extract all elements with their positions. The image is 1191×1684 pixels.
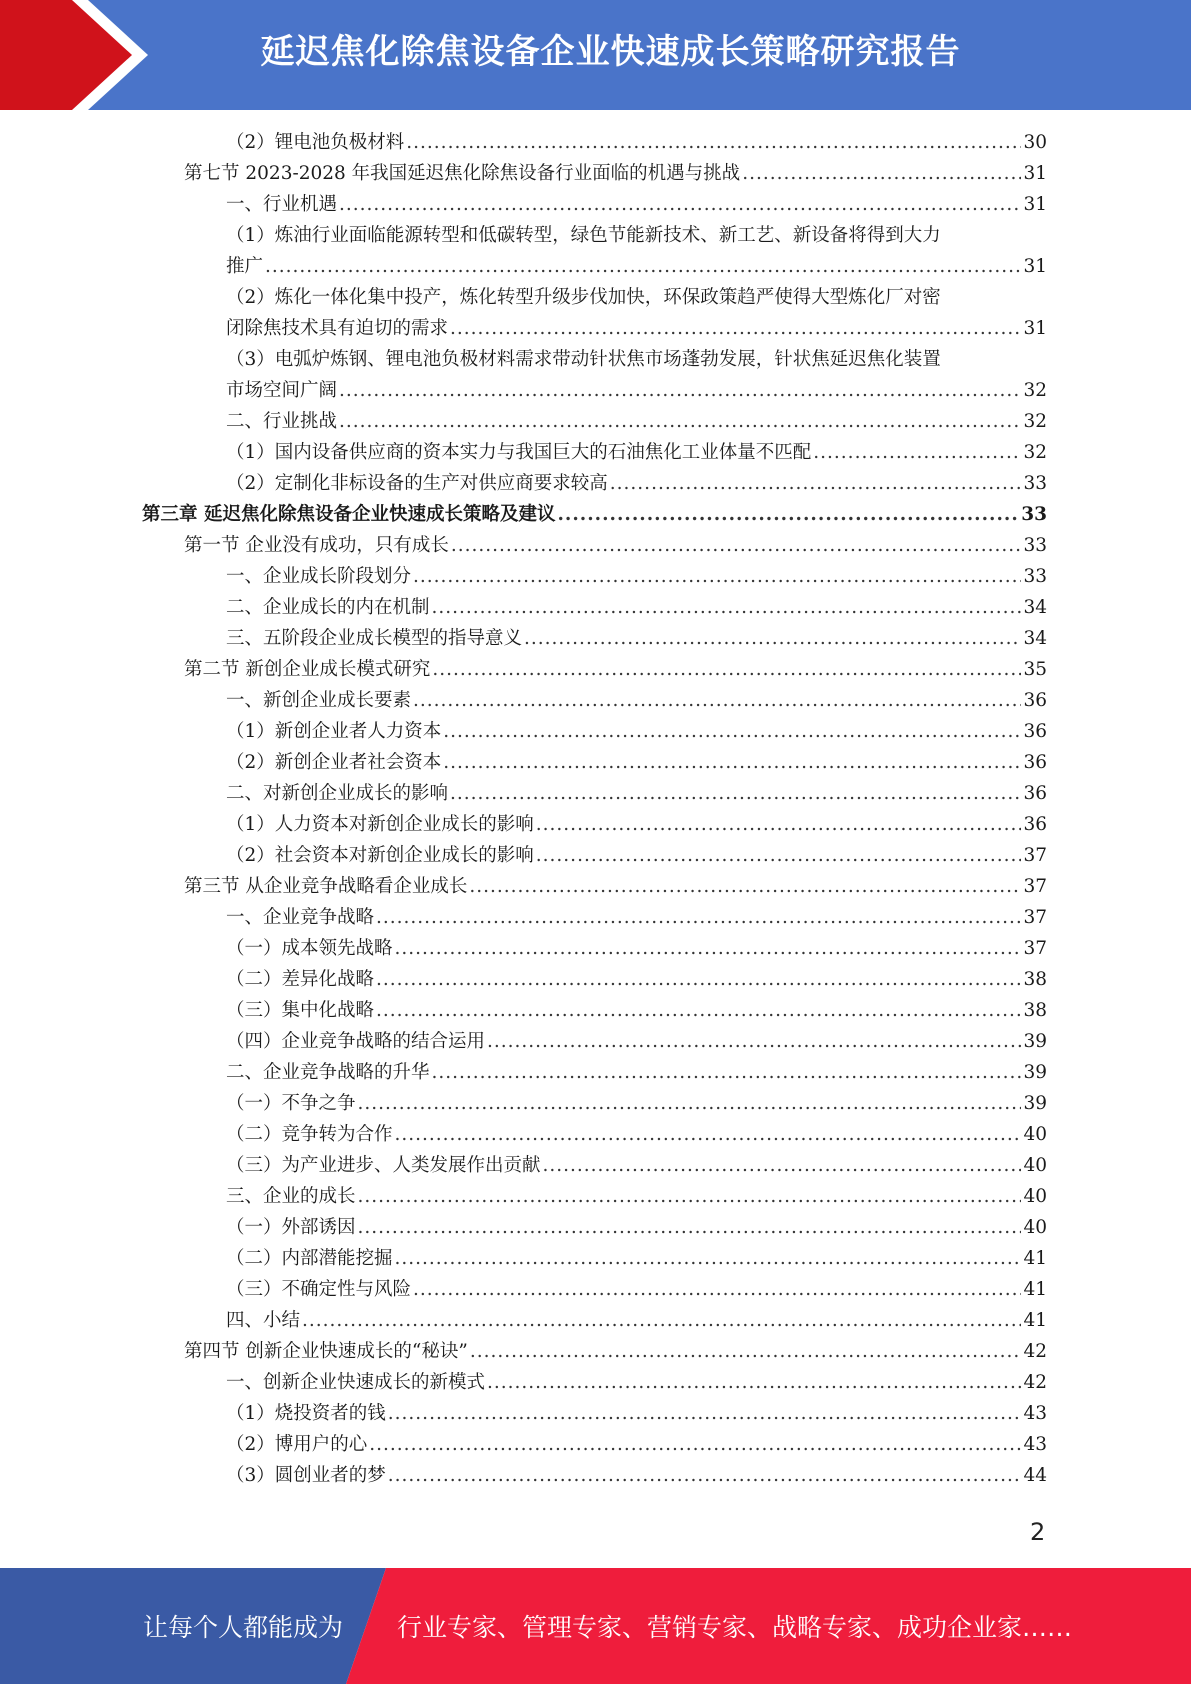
toc-entry-text: （四）企业竞争战略的结合运用 (226, 1031, 486, 1052)
toc-entry-text: （1）烧投资者的钱 (226, 1403, 386, 1424)
toc-leader-dots (557, 499, 1019, 530)
document-title: 延迟焦化除焦设备企业快速成长策略研究报告 (260, 32, 961, 72)
toc-entry[interactable] (226, 1088, 1047, 1119)
toc-page-number: 36 (1023, 783, 1047, 804)
toc-entry-text: （三）集中化战略 (226, 1000, 375, 1021)
footer-slogan-right: 行业专家、管理专家、营销专家、战略专家、成功企业家…… (397, 1613, 1073, 1642)
toc-page-number: 40 (1023, 1217, 1047, 1238)
toc-entry[interactable] (226, 1305, 1047, 1336)
toc-leader-dots (395, 1243, 1022, 1274)
toc-entry[interactable] (226, 1181, 1047, 1212)
toc-entry-text: 四、小结 (226, 1310, 301, 1331)
toc-entry-text: （二）差异化战略 (226, 969, 375, 990)
toc-entry[interactable] (226, 127, 1047, 158)
toc-page-number: 43 (1023, 1434, 1047, 1455)
toc-entry[interactable] (184, 158, 1047, 189)
toc-leader-dots (358, 1088, 1022, 1119)
toc-page-number: 41 (1023, 1310, 1047, 1331)
toc-entry[interactable] (226, 933, 1047, 964)
toc-leader-dots (470, 1336, 1022, 1367)
toc-leader-dots (443, 747, 1021, 778)
toc-leader-dots (543, 1150, 1022, 1181)
footer-banner (0, 1568, 1191, 1684)
toc-entry[interactable] (226, 561, 1047, 592)
toc-page-number: 43 (1023, 1403, 1047, 1424)
toc-page-number: 34 (1023, 628, 1047, 649)
toc-entry[interactable] (226, 902, 1047, 933)
toc-entry[interactable] (226, 437, 1047, 468)
toc-page-number: 36 (1023, 752, 1047, 773)
toc-entry-text: 二、行业挑战 (226, 411, 338, 432)
toc-page-number: 44 (1023, 1465, 1047, 1486)
toc-entry[interactable] (226, 840, 1047, 871)
toc-entry-text: （2）新创企业者社会资本 (226, 752, 442, 773)
toc-entry-text: 第三章 延迟焦化除焦设备企业快速成长策略及建议 (142, 504, 556, 525)
toc-page-number: 37 (1023, 845, 1047, 866)
toc-entry[interactable] (226, 468, 1047, 499)
toc-entry-text: （二）内部潜能挖掘 (226, 1248, 393, 1269)
toc-leader-dots (813, 437, 1021, 468)
toc-entry[interactable] (226, 344, 1047, 406)
toc-entry[interactable] (184, 1336, 1047, 1367)
toc-entry[interactable] (226, 778, 1047, 809)
toc-page-number: 37 (1023, 907, 1047, 928)
toc-page-number: 40 (1023, 1155, 1047, 1176)
toc-leader-dots (450, 313, 1021, 344)
toc-leader-dots (369, 1429, 1021, 1460)
toc-page-number: 32 (1023, 442, 1047, 463)
toc-entry-text: 二、企业竞争战略的升华 (226, 1062, 430, 1083)
toc-entry-text: 三、五阶段企业成长模型的指导意义 (226, 628, 523, 649)
toc-entry[interactable] (184, 530, 1047, 561)
toc-page-number: 32 (1023, 411, 1047, 432)
toc-entry-text: （三）为产业进步、人类发展作出贡献 (226, 1155, 541, 1176)
toc-page-number: 33 (1023, 566, 1047, 587)
toc-entry-text: 第三节 从企业竞争战略看企业成长 (184, 876, 468, 897)
toc-page-number: 33 (1023, 535, 1047, 556)
toc-page-number: 35 (1023, 659, 1047, 680)
toc-page-number: 40 (1023, 1186, 1047, 1207)
toc-leader-dots (610, 468, 1022, 499)
toc-leader-dots (406, 127, 1021, 158)
toc-entry[interactable] (226, 809, 1047, 840)
footer-slogan-left: 让每个人都能成为 (143, 1613, 344, 1642)
toc-entry-text: （一）不争之争 (226, 1093, 356, 1114)
toc-entry-text: 第四节 创新企业快速成长的“秘诀” (184, 1341, 468, 1362)
toc-entry[interactable] (226, 1274, 1047, 1305)
toc-leader-dots (413, 1274, 1021, 1305)
toc-leader-dots (339, 406, 1021, 437)
toc-entry[interactable] (226, 189, 1047, 220)
toc-entry-text: （1）新创企业者人力资本 (226, 721, 442, 742)
toc-leader-dots (339, 189, 1021, 220)
toc-entry[interactable] (226, 406, 1047, 437)
toc-leader-dots (358, 1212, 1022, 1243)
toc-entry-text: （二）竞争转为合作 (226, 1124, 393, 1145)
toc-leader-dots (487, 1367, 1021, 1398)
toc-entry-text: （3）电弧炉炼钢、锂电池负极材料需求带动针状焦市场蓬勃发展，针状焦延迟焦化装置 (226, 349, 941, 370)
toc-entry-text: 第一节 企业没有成功，只有成长 (184, 535, 449, 556)
toc-leader-dots (358, 1181, 1022, 1212)
toc-leader-dots (536, 809, 1022, 840)
toc-leader-dots (388, 1398, 1022, 1429)
toc-entry[interactable] (142, 499, 1047, 530)
toc-entry-text: 第七节 2023-2028 年我国延迟焦化除焦设备行业面临的机遇与挑战 (184, 163, 741, 184)
toc-entry-text: （3）圆创业者的梦 (226, 1465, 386, 1486)
toc-leader-dots (487, 1026, 1021, 1057)
toc-leader-dots (450, 778, 1021, 809)
toc-leader-dots (536, 840, 1022, 871)
toc-entry-text: 第二节 新创企业成长模式研究 (184, 659, 431, 680)
toc-entry-text: （1）人力资本对新创企业成长的影响 (226, 814, 534, 835)
toc-entry-text: （2）博用户的心 (226, 1434, 368, 1455)
toc-leader-dots (376, 902, 1021, 933)
toc-page-number: 39 (1023, 1062, 1047, 1083)
toc-entry[interactable] (226, 220, 1047, 282)
toc-entry[interactable] (226, 1243, 1047, 1274)
toc-page-number: 33 (1021, 504, 1047, 525)
toc-entry-text: （2）社会资本对新创企业成长的影响 (226, 845, 534, 866)
toc-page-number: 30 (1023, 132, 1047, 153)
toc-entry[interactable] (184, 871, 1047, 902)
toc-page-number: 31 (1023, 194, 1047, 215)
toc-leader-dots (376, 964, 1021, 995)
toc-page-number: 41 (1023, 1248, 1047, 1269)
toc-page-number: 32 (1023, 380, 1047, 401)
toc-entry[interactable] (226, 1026, 1047, 1057)
toc-entry[interactable] (226, 1212, 1047, 1243)
toc-entry-text: 二、企业成长的内在机制 (226, 597, 430, 618)
toc-entry[interactable] (226, 623, 1047, 654)
toc-entry-text: 一、创新企业快速成长的新模式 (226, 1372, 486, 1393)
toc-entry-text: 一、企业竞争战略 (226, 907, 375, 928)
toc-entry[interactable] (226, 1429, 1047, 1460)
toc-page-number: 42 (1023, 1372, 1047, 1393)
toc-leader-dots (395, 933, 1022, 964)
toc-leader-dots (469, 871, 1021, 902)
toc-leader-dots (413, 561, 1021, 592)
toc-leader-dots (443, 716, 1021, 747)
toc-entry-text: 三、企业的成长 (226, 1186, 356, 1207)
toc-entry-text: （1）炼油行业面临能源转型和低碳转型，绿色节能新技术、新工艺、新设备将得到大力 (226, 225, 941, 246)
toc-leader-dots (413, 685, 1021, 716)
toc-page-number: 31 (1023, 256, 1047, 277)
toc-entry-text: （2）锂电池负极材料 (226, 132, 405, 153)
toc-page-number: 36 (1023, 690, 1047, 711)
toc-entry[interactable] (226, 747, 1047, 778)
toc-entry-text: （三）不确定性与风险 (226, 1279, 412, 1300)
toc-page-number: 41 (1023, 1279, 1047, 1300)
toc-page-number: 37 (1023, 876, 1047, 897)
toc-leader-dots (376, 995, 1021, 1026)
toc-page-number: 31 (1023, 163, 1047, 184)
toc-leader-dots (742, 158, 1021, 189)
toc-page-number: 36 (1023, 814, 1047, 835)
toc-entry[interactable] (226, 1057, 1047, 1088)
toc-entry[interactable] (226, 995, 1047, 1026)
toc-leader-dots (302, 1305, 1021, 1336)
toc-entry-text: 一、新创企业成长要素 (226, 690, 412, 711)
toc-leader-dots (432, 592, 1022, 623)
toc-entry-text: （2）定制化非标设备的生产对供应商要求较高 (226, 473, 608, 494)
toc-entry-text: （一）成本领先战略 (226, 938, 393, 959)
toc-entry-text-continued: 闭除焦技术具有迫切的需求 (226, 318, 449, 339)
toc-page-number: 36 (1023, 721, 1047, 742)
toc-entry[interactable] (226, 716, 1047, 747)
toc-leader-dots (388, 1460, 1022, 1491)
toc-leader-dots (451, 530, 1022, 561)
toc-leader-dots (339, 375, 1021, 406)
toc-entry-text: 一、行业机遇 (226, 194, 338, 215)
toc-entry[interactable] (226, 1460, 1047, 1491)
toc-page-number: 34 (1023, 597, 1047, 618)
toc-entry-text: （2）炼化一体化集中投产，炼化转型升级步伐加快，环保政策趋严使得大型炼化厂对密 (226, 287, 941, 308)
toc-leader-dots (265, 251, 1021, 282)
toc-page-number: 38 (1023, 969, 1047, 990)
page-number: 2 (1030, 1518, 1046, 1546)
toc-entry[interactable] (226, 1150, 1047, 1181)
toc-leader-dots (524, 623, 1021, 654)
toc-entry[interactable] (226, 1119, 1047, 1150)
toc-page-number: 31 (1023, 318, 1047, 339)
toc-entry[interactable] (226, 592, 1047, 623)
toc-page-number: 42 (1023, 1341, 1047, 1362)
toc-leader-dots (395, 1119, 1022, 1150)
toc-entry[interactable] (226, 1367, 1047, 1398)
toc-entry[interactable] (226, 964, 1047, 995)
toc-entry[interactable] (184, 654, 1047, 685)
toc-entry[interactable] (226, 282, 1047, 344)
toc-entry-text: （一）外部诱因 (226, 1217, 356, 1238)
toc-entry-text-continued: 推广 (226, 256, 264, 277)
toc-entry-text: 二、对新创企业成长的影响 (226, 783, 449, 804)
toc-page-number: 39 (1023, 1093, 1047, 1114)
toc-page-number: 39 (1023, 1031, 1047, 1052)
toc-entry-text: 一、企业成长阶段划分 (226, 566, 412, 587)
toc-page-number: 38 (1023, 1000, 1047, 1021)
toc-entry[interactable] (226, 685, 1047, 716)
toc-entry-text-continued: 市场空间广阔 (226, 380, 338, 401)
toc-page-number: 33 (1023, 473, 1047, 494)
header-banner (0, 0, 1191, 110)
toc-page-number: 40 (1023, 1124, 1047, 1145)
toc-entry-text: （1）国内设备供应商的资本实力与我国巨大的石油焦化工业体量不匹配 (226, 442, 812, 463)
toc-leader-dots (432, 654, 1021, 685)
toc-page-number: 37 (1023, 938, 1047, 959)
toc-entry[interactable] (226, 1398, 1047, 1429)
toc-leader-dots (432, 1057, 1022, 1088)
